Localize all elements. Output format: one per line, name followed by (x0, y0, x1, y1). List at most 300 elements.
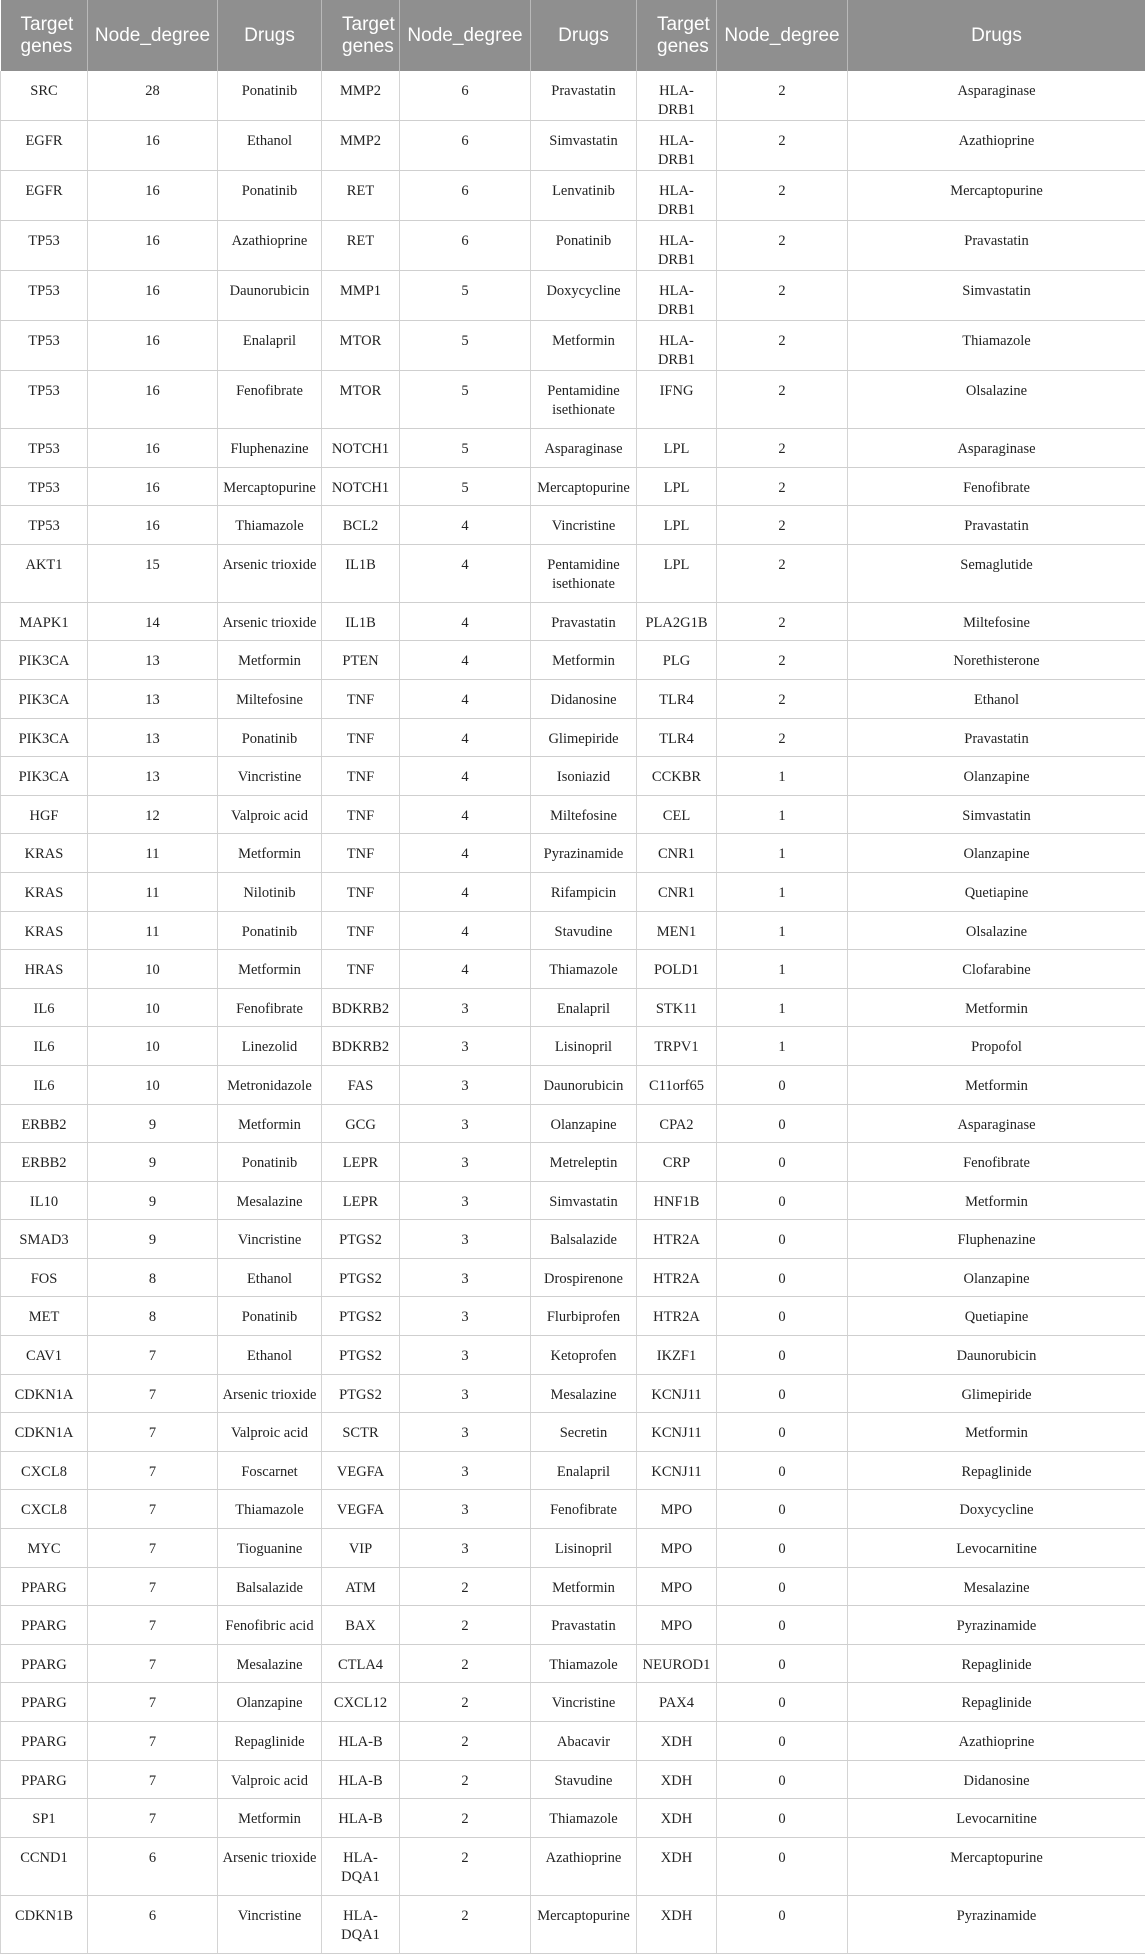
node-degree-cell: 4 (400, 679, 531, 718)
target-gene-cell: TP53 (1, 506, 88, 545)
target-gene-cell: PLA2G1B (637, 602, 717, 641)
drug-cell: Azathioprine (218, 221, 322, 271)
target-gene-cell: KRAS (1, 834, 88, 873)
drug-cell: Olsalazine (848, 371, 1145, 429)
node-degree-cell: 16 (88, 321, 218, 371)
node-degree-cell: 2 (717, 321, 848, 371)
target-gene-cell: PPARG (1, 1722, 88, 1761)
target-gene-cell: TNF (322, 679, 400, 718)
node-degree-cell: 13 (88, 718, 218, 757)
target-gene-cell: XDH (637, 1760, 717, 1799)
drug-cell: Olanzapine (531, 1104, 637, 1143)
target-gene-cell: IL6 (1, 1065, 88, 1104)
target-gene-cell: HTR2A (637, 1258, 717, 1297)
node-degree-cell: 1 (717, 834, 848, 873)
drug-cell: Metformin (848, 1181, 1145, 1220)
table-row (1, 71, 1145, 121)
target-gene-cell: PTGS2 (322, 1220, 400, 1259)
drug-cell: Thiamazole (218, 1490, 322, 1529)
table-row (1, 371, 1145, 429)
drug-cell: Asparaginase (531, 429, 637, 468)
target-gene-cell: SCTR (322, 1413, 400, 1452)
drug-cell: Glimepiride (531, 718, 637, 757)
drug-cell: Daunorubicin (218, 271, 322, 321)
header-target-genes: Target genes (637, 0, 717, 71)
drug-cell: Abacavir (531, 1722, 637, 1761)
target-gene-cell: LPL (637, 506, 717, 545)
target-gene-cell: KCNJ11 (637, 1451, 717, 1490)
drug-cell: Olsalazine (848, 911, 1145, 950)
node-degree-cell: 0 (717, 1143, 848, 1182)
table-row (1, 757, 1145, 796)
drug-cell: Vincristine (218, 757, 322, 796)
target-gene-cell: CRP (637, 1143, 717, 1182)
target-gene-cell: KCNJ11 (637, 1413, 717, 1452)
drug-cell: Metformin (531, 321, 637, 371)
node-degree-cell: 3 (400, 1451, 531, 1490)
node-degree-cell: 7 (88, 1760, 218, 1799)
node-degree-cell: 9 (88, 1104, 218, 1143)
target-gene-cell: FOS (1, 1258, 88, 1297)
drug-cell: Asparaginase (848, 429, 1145, 468)
target-gene-cell: PPARG (1, 1644, 88, 1683)
node-degree-cell: 0 (717, 1683, 848, 1722)
target-gene-cell: IL10 (1, 1181, 88, 1220)
node-degree-cell: 0 (717, 1644, 848, 1683)
node-degree-cell: 0 (717, 1606, 848, 1645)
table-row (1, 1258, 1145, 1297)
drug-cell: Valproic acid (218, 1413, 322, 1452)
drug-cell: Thiamazole (531, 950, 637, 989)
node-degree-cell: 7 (88, 1374, 218, 1413)
node-degree-cell: 2 (717, 71, 848, 121)
drug-cell: Mesalazine (848, 1567, 1145, 1606)
table-row (1, 1895, 1145, 1953)
target-gene-cell: HTR2A (637, 1297, 717, 1336)
target-gene-cell: IL1B (322, 544, 400, 602)
drug-cell: Azathioprine (531, 1837, 637, 1895)
node-degree-cell: 16 (88, 371, 218, 429)
node-degree-cell: 1 (717, 950, 848, 989)
target-gene-cell: CCND1 (1, 1837, 88, 1895)
target-gene-cell: CXCL8 (1, 1490, 88, 1529)
target-gene-cell: HLA-DRB1 (637, 171, 717, 221)
drug-cell: Lisinopril (531, 1529, 637, 1568)
drug-cell: Ponatinib (218, 718, 322, 757)
node-degree-cell: 7 (88, 1413, 218, 1452)
node-degree-cell: 7 (88, 1451, 218, 1490)
node-degree-cell: 10 (88, 950, 218, 989)
table-row (1, 467, 1145, 506)
drug-cell: Doxycycline (848, 1490, 1145, 1529)
table-row (1, 171, 1145, 221)
drug-cell: Lenvatinib (531, 171, 637, 221)
node-degree-cell: 2 (717, 221, 848, 271)
target-gene-cell: KRAS (1, 872, 88, 911)
target-gene-cell: KRAS (1, 911, 88, 950)
node-degree-cell: 4 (400, 834, 531, 873)
table-row (1, 1027, 1145, 1066)
drug-cell: Isoniazid (531, 757, 637, 796)
table-row (1, 950, 1145, 989)
node-degree-cell: 16 (88, 271, 218, 321)
drug-cell: Ponatinib (218, 1297, 322, 1336)
drug-cell: Quetiapine (848, 872, 1145, 911)
target-gene-cell: CXCL8 (1, 1451, 88, 1490)
table-row (1, 1760, 1145, 1799)
drug-cell: Arsenic trioxide (218, 1837, 322, 1895)
node-degree-cell: 7 (88, 1799, 218, 1838)
node-degree-cell: 0 (717, 1413, 848, 1452)
drug-cell: Arsenic trioxide (218, 544, 322, 602)
target-gene-cell: TP53 (1, 371, 88, 429)
target-gene-cell: STK11 (637, 988, 717, 1027)
drug-cell: Ponatinib (218, 71, 322, 121)
target-gene-cell: HLA-DRB1 (637, 271, 717, 321)
target-gene-cell: LPL (637, 429, 717, 468)
header-drugs: Drugs (531, 0, 637, 71)
node-degree-cell: 2 (717, 371, 848, 429)
target-gene-cell: HLA-DRB1 (637, 121, 717, 171)
drug-cell: Fenofibrate (531, 1490, 637, 1529)
drug-cell: Fenofibrate (218, 371, 322, 429)
table-row (1, 1181, 1145, 1220)
node-degree-cell: 2 (717, 718, 848, 757)
drug-cell: Simvastatin (848, 795, 1145, 834)
target-gene-cell: CCKBR (637, 757, 717, 796)
drug-cell: Valproic acid (218, 795, 322, 834)
table-row (1, 679, 1145, 718)
drug-cell: Doxycycline (531, 271, 637, 321)
target-gene-cell: CXCL12 (322, 1683, 400, 1722)
node-degree-cell: 6 (400, 221, 531, 271)
target-gene-cell: PTGS2 (322, 1336, 400, 1375)
target-gene-cell: PTGS2 (322, 1258, 400, 1297)
target-gene-cell: CDKN1B (1, 1895, 88, 1953)
node-degree-cell: 1 (717, 988, 848, 1027)
table-row (1, 271, 1145, 321)
drug-cell: Balsalazide (531, 1220, 637, 1259)
drug-cell: Mesalazine (531, 1374, 637, 1413)
drug-cell: Pentamidine isethionate (531, 544, 637, 602)
node-degree-cell: 2 (717, 121, 848, 171)
drug-cell: Repaglinide (848, 1451, 1145, 1490)
drug-cell: Fenofibrate (218, 988, 322, 1027)
node-degree-cell: 13 (88, 679, 218, 718)
node-degree-cell: 4 (400, 544, 531, 602)
target-gene-cell: TP53 (1, 321, 88, 371)
node-degree-cell: 3 (400, 1065, 531, 1104)
node-degree-cell: 3 (400, 1374, 531, 1413)
node-degree-cell: 2 (400, 1895, 531, 1953)
drug-cell: Fluphenazine (218, 429, 322, 468)
target-gene-cell: HGF (1, 795, 88, 834)
node-degree-cell: 10 (88, 1027, 218, 1066)
node-degree-cell: 15 (88, 544, 218, 602)
node-degree-cell: 7 (88, 1490, 218, 1529)
target-gene-cell: CEL (637, 795, 717, 834)
target-gene-cell: EGFR (1, 171, 88, 221)
node-degree-cell: 1 (717, 1027, 848, 1066)
node-degree-cell: 16 (88, 171, 218, 221)
node-degree-cell: 2 (717, 467, 848, 506)
drug-cell: Vincristine (218, 1220, 322, 1259)
target-gene-cell: RET (322, 171, 400, 221)
table-row (1, 221, 1145, 271)
node-degree-cell: 9 (88, 1181, 218, 1220)
header-target-genes: Target genes (322, 0, 400, 71)
table-row (1, 1104, 1145, 1143)
drug-cell: Rifampicin (531, 872, 637, 911)
target-gene-cell: HLA-B (322, 1760, 400, 1799)
node-degree-cell: 3 (400, 1529, 531, 1568)
target-gene-cell: TP53 (1, 271, 88, 321)
drug-cell: Foscarnet (218, 1451, 322, 1490)
node-degree-cell: 16 (88, 506, 218, 545)
drug-cell: Pyrazinamide (531, 834, 637, 873)
node-degree-cell: 0 (717, 1297, 848, 1336)
drug-cell: Linezolid (218, 1027, 322, 1066)
target-gene-cell: PIK3CA (1, 679, 88, 718)
node-degree-cell: 2 (400, 1683, 531, 1722)
drug-cell: Semaglutide (848, 544, 1145, 602)
target-gene-cell: HLA-DRB1 (637, 221, 717, 271)
target-gene-cell: BAX (322, 1606, 400, 1645)
node-degree-cell: 0 (717, 1722, 848, 1761)
node-degree-cell: 12 (88, 795, 218, 834)
node-degree-cell: 7 (88, 1529, 218, 1568)
target-gene-cell: MMP2 (322, 121, 400, 171)
table-row (1, 544, 1145, 602)
node-degree-cell: 5 (400, 467, 531, 506)
target-gene-cell: TNF (322, 834, 400, 873)
target-gene-cell: LEPR (322, 1143, 400, 1182)
drug-cell: Enalapril (531, 988, 637, 1027)
drug-cell: Mercaptopurine (531, 1895, 637, 1953)
target-gene-cell: MPO (637, 1567, 717, 1606)
node-degree-cell: 2 (717, 544, 848, 602)
node-degree-cell: 0 (717, 1258, 848, 1297)
target-gene-cell: NOTCH1 (322, 429, 400, 468)
node-degree-cell: 0 (717, 1490, 848, 1529)
node-degree-cell: 2 (400, 1760, 531, 1799)
target-gene-cell: PAX4 (637, 1683, 717, 1722)
table-row (1, 1490, 1145, 1529)
node-degree-cell: 9 (88, 1220, 218, 1259)
drug-cell: Ponatinib (218, 911, 322, 950)
table-row (1, 1065, 1145, 1104)
drug-cell: Lisinopril (531, 1027, 637, 1066)
drug-cell: Pentamidine isethionate (531, 371, 637, 429)
table-row (1, 602, 1145, 641)
node-degree-cell: 16 (88, 221, 218, 271)
node-degree-cell: 8 (88, 1297, 218, 1336)
header-node-degree: Node_degree (88, 0, 218, 71)
node-degree-cell: 4 (400, 911, 531, 950)
drug-cell: Thiamazole (848, 321, 1145, 371)
target-gene-cell: LPL (637, 467, 717, 506)
table-row (1, 872, 1145, 911)
drug-cell: Pyrazinamide (848, 1895, 1145, 1953)
table-row (1, 988, 1145, 1027)
target-gene-cell: HLA-B (322, 1722, 400, 1761)
drug-cell: Azathioprine (848, 1722, 1145, 1761)
node-degree-cell: 0 (717, 1181, 848, 1220)
drug-cell: Vincristine (531, 506, 637, 545)
node-degree-cell: 3 (400, 1104, 531, 1143)
node-degree-cell: 16 (88, 467, 218, 506)
drug-cell: Repaglinide (848, 1644, 1145, 1683)
target-gene-cell: TP53 (1, 221, 88, 271)
target-gene-cell: MTOR (322, 321, 400, 371)
drug-cell: Pravastatin (848, 718, 1145, 757)
table-row (1, 795, 1145, 834)
target-gene-cell: MET (1, 1297, 88, 1336)
node-degree-cell: 0 (717, 1837, 848, 1895)
node-degree-cell: 4 (400, 641, 531, 680)
table-row (1, 1336, 1145, 1375)
node-degree-cell: 2 (717, 171, 848, 221)
target-gene-cell: HNF1B (637, 1181, 717, 1220)
target-gene-cell: TNF (322, 872, 400, 911)
target-gene-cell: IFNG (637, 371, 717, 429)
target-gene-cell: HLA-DQA1 (322, 1895, 400, 1953)
drug-cell: Tioguanine (218, 1529, 322, 1568)
target-gene-cell: C11orf65 (637, 1065, 717, 1104)
drug-cell: Norethisterone (848, 641, 1145, 680)
drug-cell: Ethanol (218, 121, 322, 171)
drug-cell: Ponatinib (218, 171, 322, 221)
target-gene-cell: SMAD3 (1, 1220, 88, 1259)
drug-cell: Azathioprine (848, 121, 1145, 171)
target-gene-cell: FAS (322, 1065, 400, 1104)
target-gene-cell: ATM (322, 1567, 400, 1606)
table-row (1, 1413, 1145, 1452)
target-gene-cell: IKZF1 (637, 1336, 717, 1375)
table-row (1, 641, 1145, 680)
target-gene-cell: CNR1 (637, 872, 717, 911)
drug-cell: Pyrazinamide (848, 1606, 1145, 1645)
header-node-degree: Node_degree (400, 0, 531, 71)
target-gene-cell: PPARG (1, 1683, 88, 1722)
node-degree-cell: 2 (717, 602, 848, 641)
target-gene-cell: HRAS (1, 950, 88, 989)
target-gene-cell: TNF (322, 911, 400, 950)
drug-cell: Ponatinib (531, 221, 637, 271)
drug-cell: Metronidazole (218, 1065, 322, 1104)
target-gene-cell: TNF (322, 795, 400, 834)
drug-cell: Metformin (848, 1413, 1145, 1452)
node-degree-cell: 2 (717, 506, 848, 545)
drug-cell: Asparaginase (848, 71, 1145, 121)
drug-cell: Ethanol (848, 679, 1145, 718)
node-degree-cell: 3 (400, 1336, 531, 1375)
target-gene-cell: PIK3CA (1, 757, 88, 796)
drug-cell: Balsalazide (218, 1567, 322, 1606)
node-degree-cell: 4 (400, 602, 531, 641)
target-gene-cell: XDH (637, 1895, 717, 1953)
node-degree-cell: 6 (400, 121, 531, 171)
node-degree-cell: 6 (400, 171, 531, 221)
table-row (1, 1529, 1145, 1568)
drug-cell: Arsenic trioxide (218, 1374, 322, 1413)
drug-cell: Metformin (848, 988, 1145, 1027)
table-row (1, 911, 1145, 950)
table-row (1, 1143, 1145, 1182)
target-gene-cell: HLA-DQA1 (322, 1837, 400, 1895)
header-drugs: Drugs (848, 0, 1145, 71)
drug-cell: Simvastatin (848, 271, 1145, 321)
drug-cell: Metformin (218, 1799, 322, 1838)
target-gene-cell: MAPK1 (1, 602, 88, 641)
drug-cell: Stavudine (531, 1760, 637, 1799)
node-degree-cell: 2 (717, 271, 848, 321)
header-row (1, 0, 1145, 71)
target-gene-cell: CNR1 (637, 834, 717, 873)
node-degree-cell: 0 (717, 1567, 848, 1606)
node-degree-cell: 2 (400, 1567, 531, 1606)
target-gene-cell: SP1 (1, 1799, 88, 1838)
table-row (1, 1722, 1145, 1761)
target-gene-cell: HTR2A (637, 1220, 717, 1259)
target-gene-cell: BDKRB2 (322, 1027, 400, 1066)
drug-cell: Mercaptopurine (218, 467, 322, 506)
target-gene-cell: TRPV1 (637, 1027, 717, 1066)
target-gene-cell: PTEN (322, 641, 400, 680)
table-row (1, 1644, 1145, 1683)
drug-cell: Repaglinide (218, 1722, 322, 1761)
node-degree-cell: 1 (717, 911, 848, 950)
target-gene-cell: TNF (322, 757, 400, 796)
drug-cell: Miltefosine (218, 679, 322, 718)
drug-cell: Pravastatin (531, 1606, 637, 1645)
node-degree-cell: 8 (88, 1258, 218, 1297)
drug-cell: Metformin (848, 1065, 1145, 1104)
target-gene-cell: CDKN1A (1, 1413, 88, 1452)
table-row (1, 1606, 1145, 1645)
target-gene-cell: MPO (637, 1606, 717, 1645)
drug-cell: Levocarnitine (848, 1799, 1145, 1838)
table-row (1, 1567, 1145, 1606)
table-row (1, 834, 1145, 873)
table-row (1, 121, 1145, 171)
node-degree-cell: 2 (400, 1799, 531, 1838)
drug-cell: Secretin (531, 1413, 637, 1452)
target-gene-cell: RET (322, 221, 400, 271)
target-gene-cell: HLA-DRB1 (637, 321, 717, 371)
target-gene-cell: PPARG (1, 1760, 88, 1799)
node-degree-cell: 11 (88, 872, 218, 911)
node-degree-cell: 0 (717, 1529, 848, 1568)
drug-cell: Daunorubicin (848, 1336, 1145, 1375)
node-degree-cell: 3 (400, 1297, 531, 1336)
drug-cell: Olanzapine (848, 834, 1145, 873)
node-degree-cell: 2 (717, 679, 848, 718)
target-gene-cell: BCL2 (322, 506, 400, 545)
target-gene-cell: IL6 (1, 1027, 88, 1066)
drug-cell: Didanosine (531, 679, 637, 718)
target-gene-cell: TNF (322, 950, 400, 989)
drug-cell: Mercaptopurine (848, 171, 1145, 221)
drug-cell: Drospirenone (531, 1258, 637, 1297)
drug-cell: Metformin (531, 1567, 637, 1606)
target-gene-cell: PPARG (1, 1606, 88, 1645)
drug-cell: Enalapril (531, 1451, 637, 1490)
node-degree-cell: 5 (400, 271, 531, 321)
target-gene-cell: MPO (637, 1529, 717, 1568)
node-degree-cell: 4 (400, 757, 531, 796)
target-gene-cell: CDKN1A (1, 1374, 88, 1413)
